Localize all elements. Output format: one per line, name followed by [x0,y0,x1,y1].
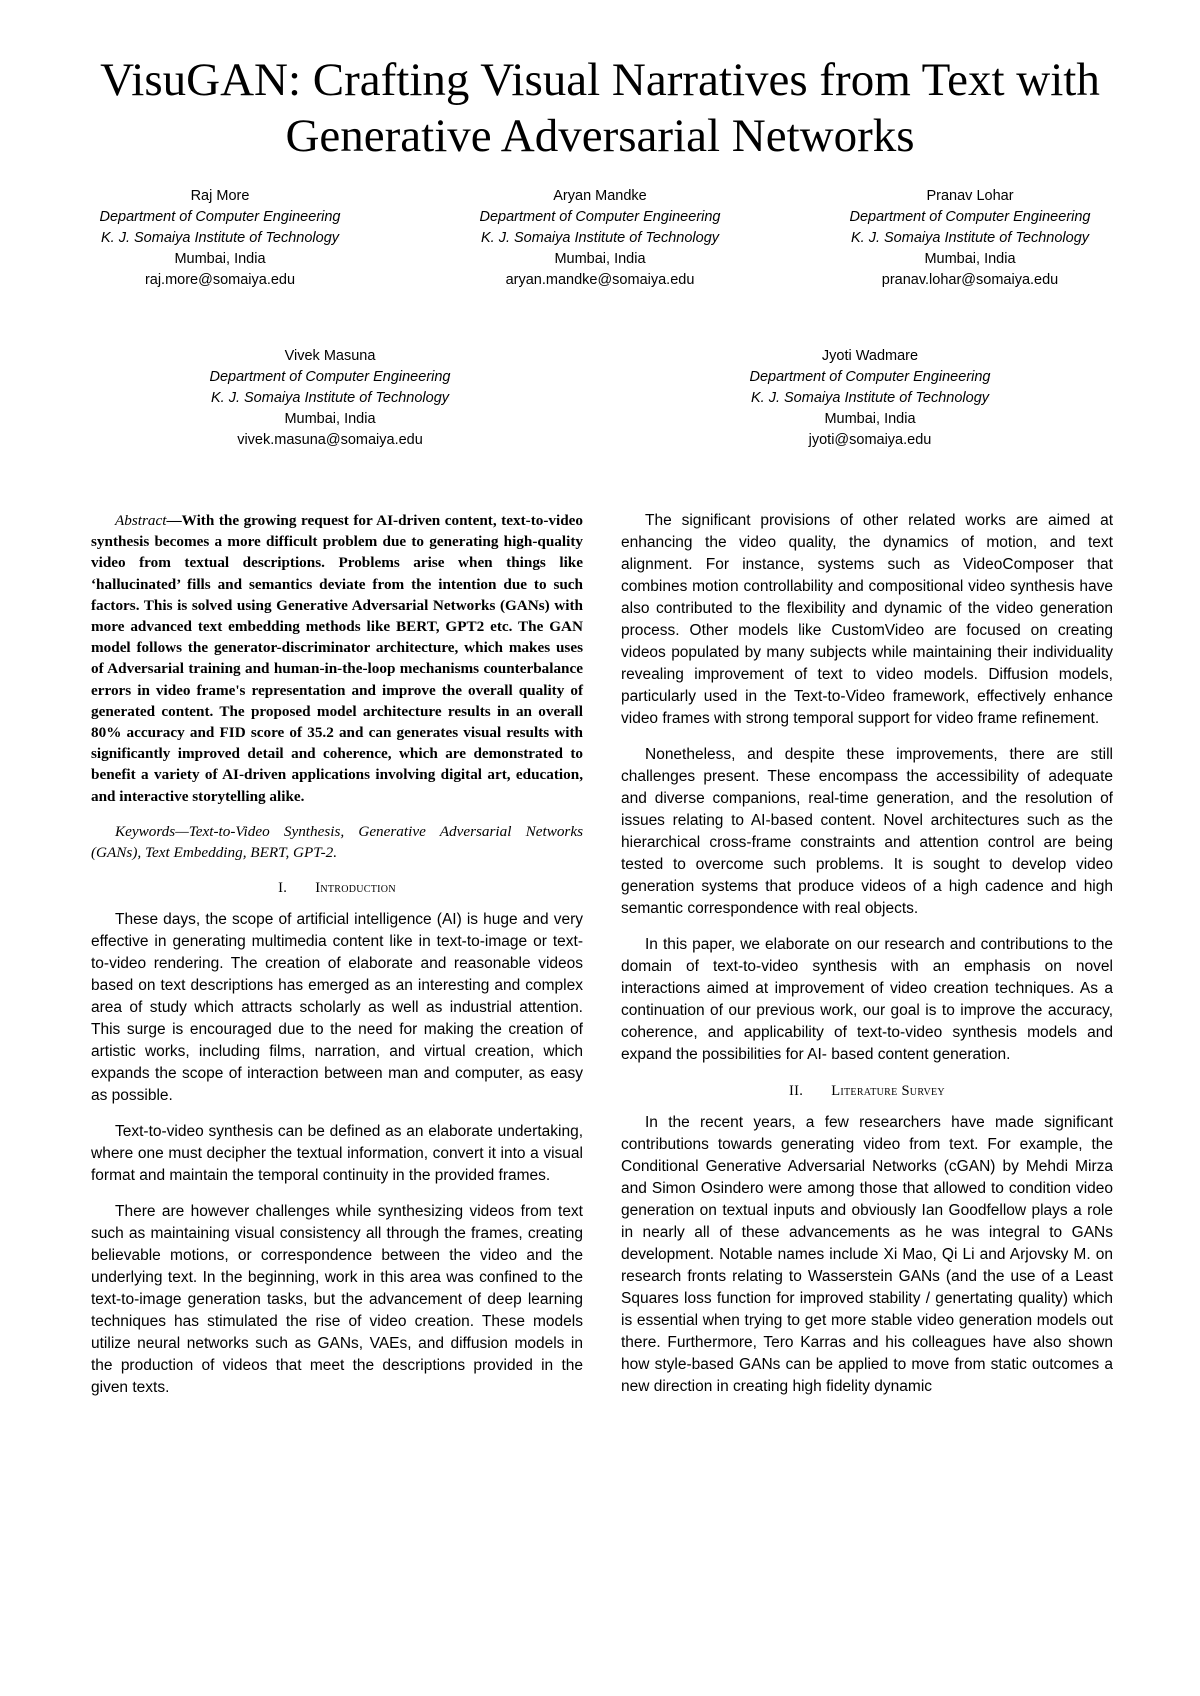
section-heading-introduction [91,877,583,899]
author-city: Mumbai, India [824,411,916,427]
section-number: II. [789,1083,804,1099]
abstract-label: Abstract [115,512,167,529]
left-column [91,510,583,1413]
author-email[interactable]: vivek.masuna@somaiya.edu [237,432,423,448]
paragraph: These days, the scope of artificial intelligence (AI) is huge and very effective in generating multimedia content like in text-to-image or text-to-video rendering. The creation of elaborate and reasonable videos based on text descriptions has emerged as an interesting and complex area of study which attracts scholarly as well as industrial attention. This surge is encouraged due to the need for making the creation of artistic works, including films, narration, and virtual creation, which expands the scope of interaction between man and computer, as easy as possible. [91,911,583,1105]
abstract-text: With the growing request for AI-driven content, text-to-video synthesis becomes a more difficult problem due to generating high-quality video from textual descriptions. Problems arise when things like ‘hallucinated’ fills and semantics deviate from the intention due to such factors. This is solved using Generative Adversarial Networks (GANs) with more advanced text embedding methods like BERT, GPT2 etc. The GAN model follows the generator-discriminator architecture, which makes uses of Adversarial training and human-in-the-loop mechanisms counterbalance errors in video frame's representation and improve the overall quality of generated content. The proposed model architecture results in an overall 80% accuracy and FID score of 35.2 and can generates visual results with significantly improved detail and coherence, which are demonstrated to benefit a variety of AI-driven applications involving digital art, education, and interactive storytelling alike. [91,512,583,805]
keywords-label: Keywords [115,822,176,840]
author-name: Aryan Mandke [553,188,647,204]
author-block-4 [170,346,490,451]
paragraph: In the recent years, a few researchers have made significant contributions towards generating video from text. For example, the Conditional Generative Adversarial Networks (cGAN) by Mehdi Mirza and Simon Osindero were among those that allowed to condition video generation on textual inputs and obviously Ian Goodfellow plays a role in nearly all of these advancements as he was integral to GANs development. Notable names include Xi Mao, Qi Li and Arjovsky M. on research fronts relating to Wasserstein GANs (and the use of a Least Squares loss function for improved stability / genertating quality) which is essential when trying to get more stable video generation models out there. Furthermore, Tero Karras and his colleagues have also shown how style-based GANs can be applied to move from static outcomes a new direction in creating high fidelity dynamic [621,1114,1113,1395]
author-department: Department of Computer Engineering [479,209,721,225]
paragraph: Text-to-video synthesis can be defined as an elaborate undertaking, where one must decipher the textual information, convert it into a visual format and maintain the temporal continuity in the provided frames. [91,1123,583,1185]
author-block-1 [60,186,380,291]
author-institute: K. J. Somaiya Institute of Technology [750,390,990,406]
author-city: Mumbai, India [174,251,266,267]
author-email[interactable]: raj.more@somaiya.edu [144,272,296,288]
author-city: Mumbai, India [554,251,646,267]
author-name: Jyoti Wadmare [821,348,919,364]
author-block-5 [710,346,1030,451]
author-city: Mumbai, India [924,251,1016,267]
author-name: Raj More [190,188,250,204]
author-institute: K. J. Somaiya Institute of Technology [850,230,1090,246]
right-column [621,510,1113,1412]
paragraph: There are however challenges while synthesizing videos from text such as maintaining visual consistency all through the frames, creating believable motions, or correspondence between the video and the underlying text. In the beginning, work in this area was confined to the text-to-image generation tasks, but the advancement of deep learning techniques has stimulated the rise of video creation. These models utilize neural networks such as GANs, VAEs, and diffusion models in the production of videos that meet the descriptions provided in the given texts. [91,1203,583,1397]
section-title: Introduction [315,880,396,897]
author-email[interactable]: jyoti@somaiya.edu [808,432,932,448]
paragraph: In this paper, we elaborate on our research and contributions to the domain of text-to-video synthesis with an emphasis on novel interactions aimed at improvement of video creation techniques. As a continuation of our previous work, our goal is to improve the accuracy, coherence, and applicability of text-to-video synthesis models and expand the possibilities for AI- based content generation. [621,936,1113,1063]
paragraph: Nonetheless, and despite these improvements, there are still challenges present. These encompass the accessibility of adequate and diverse companions, real-time generation, and the resolution of issues relating to AI-based content. Novel architectures such as the hierarchical cross-frame constraints and attention control are being tested to overcome such problems. It is sought to develop video generation systems that produce videos of a high cadence and high semantic correspondence with real objects. [621,746,1113,917]
section-title: Literature Survey [831,1083,945,1099]
author-department: Department of Computer Engineering [99,209,341,225]
author-block-2 [440,186,760,291]
author-name: Vivek Masuna [284,348,376,364]
author-email[interactable]: pranav.lohar@somaiya.edu [881,272,1059,288]
author-department: Department of Computer Engineering [209,369,451,385]
section-number: I. [278,880,288,897]
author-department: Department of Computer Engineering [849,209,1091,225]
author-institute: K. J. Somaiya Institute of Technology [100,230,340,246]
keywords-text: Text-to-Video Synthesis, Generative Adversarial Networks (GANs), Text Embedding, BERT, GPT-2. [91,822,583,862]
author-institute: K. J. Somaiya Institute of Technology [480,230,720,246]
paragraph: The significant provisions of other related works are aimed at enhancing the video quality, the dynamics of motion, and text alignment. For instance, systems such as VideoComposer that combines motion controllability and compositional video synthesis have also contributed to the flexibility and dynamic of the video generation process. Other models like CustomVideo are focused on creating videos populated by many subjects while maintaining their individuality revealing improvement of text to video models. Diffusion models, particularly used in the Text-to-Video framework, effectively enhance video frames with strong temporal support for video frame refinement. [621,512,1113,727]
author-institute: K. J. Somaiya Institute of Technology [210,390,450,406]
author-email[interactable]: aryan.mandke@somaiya.edu [505,272,695,288]
author-name: Pranav Lohar [926,188,1014,204]
author-department: Department of Computer Engineering [749,369,991,385]
author-city: Mumbai, India [284,411,376,427]
author-block-3 [810,186,1130,291]
abstract: Abstract—With the growing request for AI-driven content, text-to-video synthesis becomes a more difficult problem due to generating high-quality video from textual descriptions. Problems arise when things like ‘hallucinated’ fills and semantics deviate from the intention due to such factors. This is solved using Generative Adversarial Networks (GANs) with more advanced text embedding methods like BERT, GPT2 etc. The GAN model follows the generator-discriminator architecture, which makes uses of Adversarial training and human-in-the-loop mechanisms counterbalance errors in video frame's representation and improve the overall quality of generated content. The proposed model architecture results in an overall 80% accuracy and FID score of 35.2 and can generates visual results with significantly improved detail and coherence, which are demonstrated to benefit a variety of AI-driven applications involving digital art, education, and interactive storytelling alike. [91,512,583,805]
section-heading-literature-survey [621,1080,1113,1102]
keywords: Keywords—Text-to-Video Synthesis, Generative Adversarial Networks (GANs), Text Embedding, BERT, GPT-2. [91,822,583,862]
paper-title: VisuGAN: Crafting Visual Narratives from Text with Generative Adversarial Networks [100,54,1100,162]
